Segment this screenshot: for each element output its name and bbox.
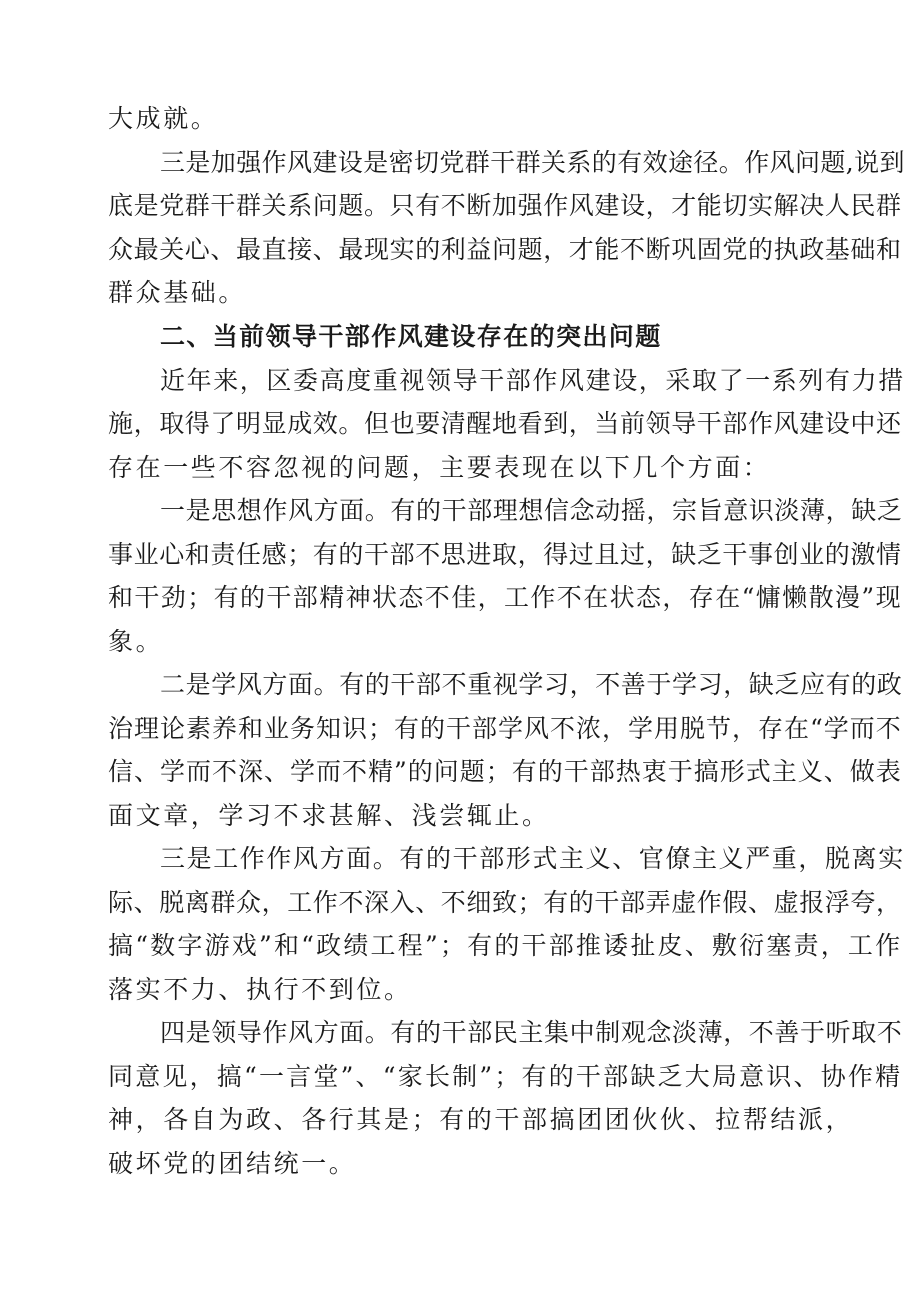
- paragraph-line: 破坏党的团结统一。: [108, 1149, 357, 1178]
- paragraph-line: 近年来，区委高度重视领导干部作风建设，采取了一系列有力措: [160, 366, 905, 395]
- paragraph-line: 神，各自为政、各行其是；有的干部搞团团伙伙、拉帮结派，: [108, 1105, 854, 1134]
- paragraph-line: 底是党群干群关系问题。只有不断加强作风建设，才能切实解决人民群: [108, 191, 902, 220]
- paragraph-line: 面文章，学习不求甚解、浅尝辄止。: [108, 801, 550, 830]
- paragraph-line: 众最关心、最直接、最现实的利益问题，才能不断巩固党的执政基础和: [108, 235, 902, 264]
- paragraph-line: 落实不力、执行不到位。: [108, 975, 412, 1004]
- paragraph-line: 二是学风方面。有的干部不重视学习，不善于学习，缺乏应有的政: [160, 670, 903, 699]
- paragraph-line: 三是加强作风建设是密切党群干群关系的有效途径。作风问题,说到: [160, 148, 905, 177]
- paragraph-line: 大成就。: [108, 104, 219, 133]
- section-heading: 二、当前领导干部作风建设存在的突出问题: [160, 322, 662, 351]
- paragraph-line: 施，取得了明显成效。但也要清醒地看到，当前领导干部作风建设中还: [108, 409, 902, 438]
- paragraph-line: 际、脱离群众，工作不深入、不细致；有的干部弄虚作假、虚报浮夸，: [108, 888, 902, 917]
- paragraph-line: 存在一些不容忽视的问题，主要表现在以下几个方面：: [108, 453, 771, 482]
- paragraph-line: 和干劲；有的干部精神状态不佳，工作不在状态，存在“慵懒散漫”现: [108, 583, 902, 612]
- paragraph-line: 搞“数字游戏”和“政绩工程”；有的干部推诿扯皮、敷衍塞责，工作: [108, 931, 903, 960]
- paragraph-line: 治理论素养和业务知识；有的干部学风不浓，学用脱节，存在“学而不: [108, 714, 902, 743]
- paragraph-line: 事业心和责任感；有的干部不思进取，得过且过，缺乏干事创业的激情: [108, 540, 902, 569]
- paragraph-line: 信、学而不深、学而不精”的问题；有的干部热衷于搞形式主义、做表: [108, 757, 902, 786]
- paragraph-line: 一是思想作风方面。有的干部理想信念动摇，宗旨意识淡薄，缺乏: [160, 496, 903, 525]
- paragraph-line: 三是工作作风方面。有的干部形式主义、官僚主义严重，脱离实: [160, 844, 905, 873]
- paragraph-line: 群众基础。: [108, 278, 247, 307]
- paragraph-line: 同意见，搞“一言堂”、“家长制”；有的干部缺乏大局意识、协作精: [108, 1062, 903, 1091]
- paragraph-line: 四是领导作风方面。有的干部民主集中制观念淡薄，不善于听取不: [160, 1018, 903, 1047]
- paragraph-line: 象。: [108, 627, 164, 656]
